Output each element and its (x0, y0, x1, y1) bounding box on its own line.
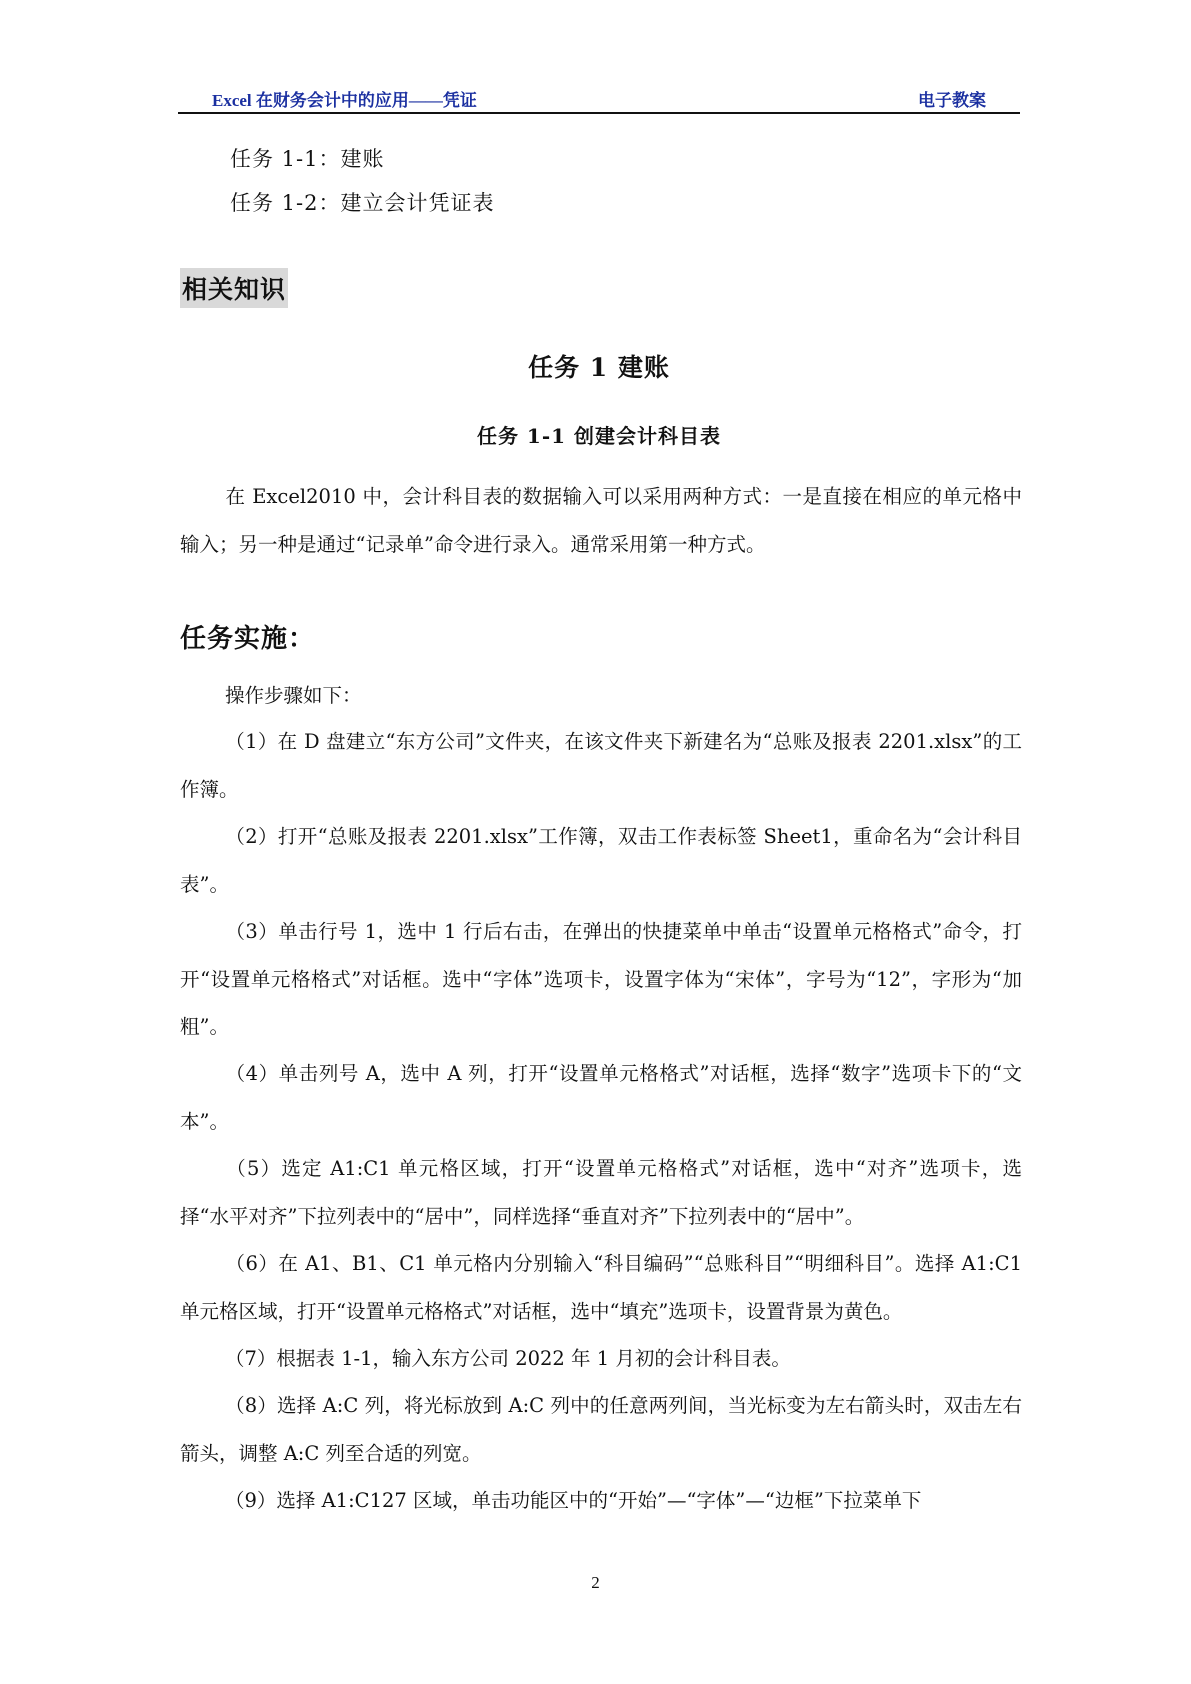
steps-intro (180, 672, 1022, 720)
intro-paragraph (180, 473, 1022, 568)
step-text: （5）选定 A1:C1 单元格区域，打开“设置单元格格式”对话框，选中“对齐”选项卡，选择“水平对齐”下拉列表中的“居中”，同样选择“垂直对齐”下拉列表中的“居中”。 (180, 1157, 1022, 1228)
step-7 (180, 1335, 1022, 1383)
step-text: （9）选择 A1:C127 区域，单击功能区中的“开始”—“字体”—“边框”下拉菜单下 (225, 1489, 922, 1512)
step-5 (180, 1145, 1022, 1240)
step-text: （4）单击列号 A，选中 A 列，打开“设置单元格格式”对话框，选择“数字”选项卡下的“文本”。 (180, 1062, 1022, 1133)
step-text: （6）在 A1、B1、C1 单元格内分别输入“科目编码”“总账科目”“明细科目”。选择 A1:C1 单元格区域，打开“设置单元格格式”对话框，选中“填充”选项卡，设置背景为黄色。 (180, 1252, 1022, 1323)
step-8 (180, 1382, 1022, 1477)
steps-intro-text: 操作步骤如下： (225, 684, 362, 707)
header-title: Excel 在财务会计中的应用——凭证 (212, 91, 477, 110)
page-header (178, 82, 1020, 114)
step-1 (180, 718, 1022, 813)
intro-text: 在 Excel2010 中，会计科目表的数据输入可以采用两种方式：一是直接在相应的单元格中输入；另一种是通过“记录单”命令进行录入。通常采用第一种方式。 (180, 485, 1022, 556)
step-text: （8）选择 A:C 列，将光标放到 A:C 列中的任意两列间，当光标变为左右箭头时，双击左右箭头，调整 A:C 列至合适的列宽。 (180, 1394, 1022, 1465)
step-text: （7）根据表 1-1，输入东方公司 2022 年 1 月初的会计科目表。 (225, 1347, 791, 1370)
step-4 (180, 1050, 1022, 1145)
knowledge-badge: 相关知识 (180, 268, 288, 308)
step-9 (180, 1477, 1022, 1525)
task-item-1-2: 任务 1-2：建立会计凭证表 (230, 191, 495, 215)
page-number: 2 (591, 1573, 600, 1592)
step-text: （2）打开“总账及报表 2201.xlsx”工作簿，双击工作表标签 Sheet1，重命名为“会计科目表”。 (180, 825, 1022, 896)
header-label: 电子教案 (918, 91, 986, 110)
task-item-1-1: 任务 1-1：建账 (230, 147, 385, 171)
step-3 (180, 908, 1022, 1051)
step-6 (180, 1240, 1022, 1335)
heading-task-1: 任务 1 建账 (528, 353, 670, 382)
step-2 (180, 813, 1022, 908)
section-title: 任务实施： (180, 624, 316, 654)
step-text: （1）在 D 盘建立“东方公司”文件夹，在该文件夹下新建名为“总账及报表 2201.xlsx”的工作簿。 (180, 730, 1022, 801)
heading-task-1-1: 任务 1-1 创建会计科目表 (476, 424, 722, 448)
step-text: （3）单击行号 1，选中 1 行后右击，在弹出的快捷菜单中单击“设置单元格格式”命令，打开“设置单元格格式”对话框。选中“字体”选项卡，设置字体为“宋体”，字号为“12”，字形为“加粗”。 (180, 920, 1022, 1038)
